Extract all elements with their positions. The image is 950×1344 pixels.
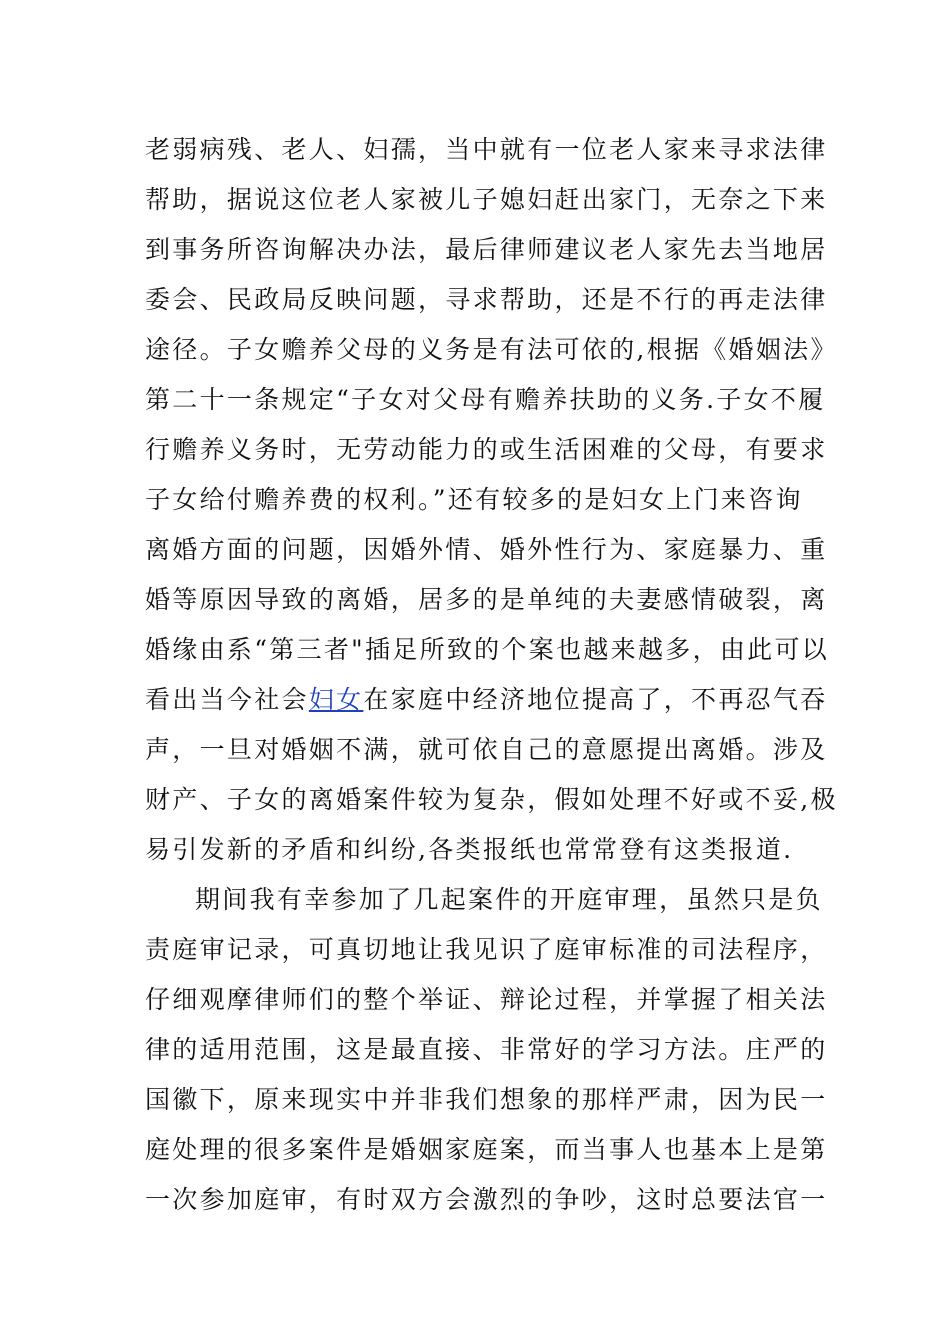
text-line: 到事务所咨询解决办法，最后律师建议老人家先去当地居 [145,235,828,264]
text-line: 委会、民政局反映问题，寻求帮助，还是不行的再走法律 [145,285,828,314]
text-line: 第二十一条规定“子女对父母有赡养扶助的义务.子女不履 [145,385,826,414]
text-line: 离婚方面的问题，因婚外情、婚外性行为、家庭暴力、重 [145,535,828,564]
text-line: 责庭审记录，可真切地让我见识了庭审标准的司法程序， [145,935,828,964]
hyperlink-women[interactable]: 妇女 [308,685,364,714]
text-line: 易引发新的矛盾和纠纷,各类报纸也常常登有这类报道. [145,835,794,864]
text-line: 途径。子女赡养父母的义务是有法可依的,根据《婚姻法》 [145,335,838,364]
text-line: 庭处理的很多案件是婚姻家庭案，而当事人也基本上是第 [145,1135,828,1164]
text-line: 帮助，据说这位老人家被儿子媳妇赶出家门，无奈之下来 [145,185,828,214]
text-segment: 看出当今社会 [145,685,309,714]
text-line: 行赡养义务时，无劳动能力的或生活困难的父母，有要求 [145,435,828,464]
text-line: 婚等原因导致的离婚，居多的是单纯的夫妻感情破裂，离 [145,585,828,614]
text-line: 老弱病残、老人、妇孺，当中就有一位老人家来寻求法律 [145,135,828,164]
text-line: 财产、子女的离婚案件较为复杂，假如处理不好或不妥,极 [145,785,838,814]
text-line: 声，一旦对婚姻不满，就可依自己的意愿提出离婚。涉及 [145,735,828,764]
text-line: 一次参加庭审，有时双方会激烈的争吵，这时总要法官一 [145,1185,828,1214]
text-line-with-link [145,680,828,720]
text-line: 仔细观摩律师们的整个举证、辩论过程，并掌握了相关法 [145,985,828,1014]
paragraph-first-line: 期间我有幸参加了几起案件的开庭审理，虽然只是负 [195,885,823,914]
text-line: 婚缘由系“第三者"插足所致的个案也越来越多，由此可以 [145,635,830,664]
text-segment: 在家庭中经济地位提高了，不再忍气吞 [363,685,828,714]
text-line: 子女给付赡养费的权利。”还有较多的是妇女上门来咨询 [145,485,803,514]
text-line: 国徽下，原来现实中并非我们想象的那样严肃，因为民一 [145,1085,828,1114]
text-line: 律的适用范围，这是最直接、非常好的学习方法。庄严的 [145,1035,828,1064]
